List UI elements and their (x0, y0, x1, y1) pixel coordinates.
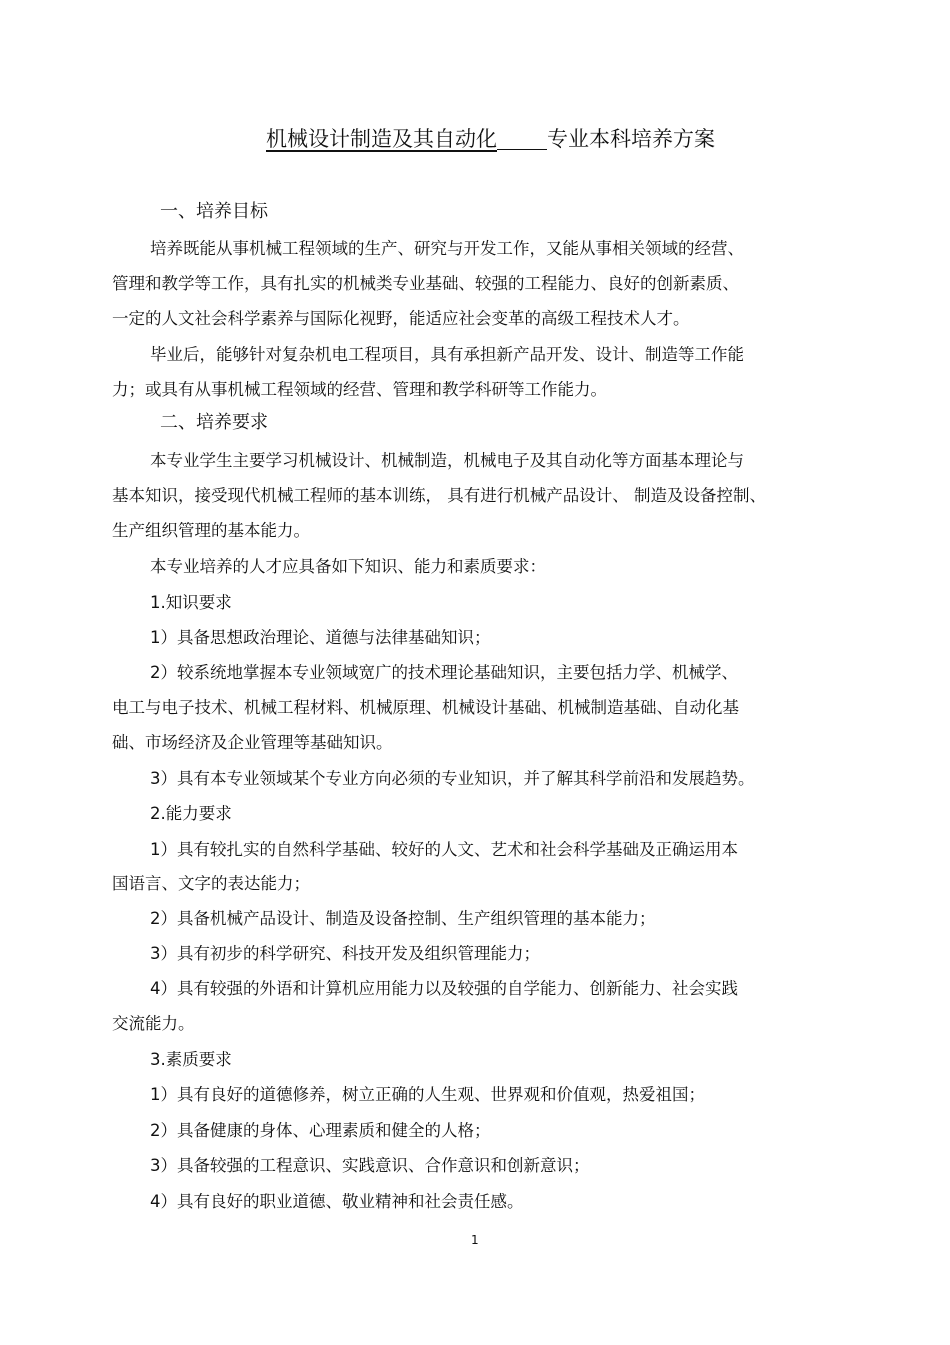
text-line: 电工与电子技术、机械工程材料、机械原理、机械设计基础、机械制造基础、自动化基 (112, 698, 739, 717)
text-line: 4）具有良好的职业道德、敬业精神和社会责任感。 (150, 1192, 524, 1211)
text-line: 基本知识，接受现代机械工程师的基本训练， 具有进行机械产品设计、 制造及设备控制、 (112, 486, 766, 505)
document-title (266, 126, 715, 152)
text-line: 管理和教学等工作，具有扎实的机械类专业基础、较强的工程能力、良好的创新素质、 (112, 274, 739, 293)
text-line: 3）具有初步的科学研究、科技开发及组织管理能力； (150, 944, 540, 963)
text-line: 生产组织管理的基本能力。 (112, 521, 310, 540)
text-line: 3）具有本专业领域某个专业方向必须的专业知识，并了解其科学前沿和发展趋势。 (150, 769, 755, 788)
text-line: 国语言、文字的表达能力； (112, 874, 310, 893)
section-heading: 二、培养要求 (160, 412, 268, 433)
text-line: 3.素质要求 (150, 1050, 232, 1069)
text-line: 2.能力要求 (150, 804, 232, 823)
title-blank-underline (497, 129, 547, 150)
text-line: 础、市场经济及企业管理等基础知识。 (112, 733, 393, 752)
text-line: 2）较系统地掌握本专业领域宽广的技术理论基础知识，主要包括力学、机械学、 (150, 663, 738, 682)
text-line: 交流能力。 (112, 1014, 195, 1033)
text-line: 1.知识要求 (150, 593, 232, 612)
title-suffix: 专业本科培养方案 (547, 127, 715, 151)
page-number: 1 (471, 1233, 479, 1247)
section-heading: 一、培养目标 (160, 201, 268, 222)
text-line: 1）具有较扎实的自然科学基础、较好的人文、艺术和社会科学基础及正确运用本 (150, 840, 738, 859)
text-line: 一定的人文社会科学素养与国际化视野，能适应社会变革的高级工程技术人才。 (112, 309, 690, 328)
text-line: 本专业培养的人才应具备如下知识、能力和素质要求： (150, 557, 546, 576)
text-line: 1）具备思想政治理论、道德与法律基础知识； (150, 628, 491, 647)
text-line: 力；或具有从事机械工程领域的经营、管理和教学科研等工作能力。 (112, 380, 607, 399)
text-line: 2）具备健康的身体、心理素质和健全的人格； (150, 1121, 491, 1140)
text-line: 1）具有良好的道德修养，树立正确的人生观、世界观和价值观，热爱祖国； (150, 1085, 705, 1104)
text-line: 3）具备较强的工程意识、实践意识、合作意识和创新意识； (150, 1156, 590, 1175)
title-major: 机械设计制造及其自动化 (266, 127, 497, 151)
text-line: 4）具有较强的外语和计算机应用能力以及较强的自学能力、创新能力、社会实践 (150, 979, 738, 998)
text-line: 本专业学生主要学习机械设计、机械制造，机械电子及其自动化等方面基本理论与 (150, 451, 744, 470)
text-line: 2）具备机械产品设计、制造及设备控制、生产组织管理的基本能力； (150, 909, 656, 928)
text-line: 毕业后，能够针对复杂机电工程项目，具有承担新产品开发、设计、制造等工作能 (150, 345, 744, 364)
text-line: 培养既能从事机械工程领域的生产、研究与开发工作，又能从事相关领域的经营、 (150, 239, 744, 258)
